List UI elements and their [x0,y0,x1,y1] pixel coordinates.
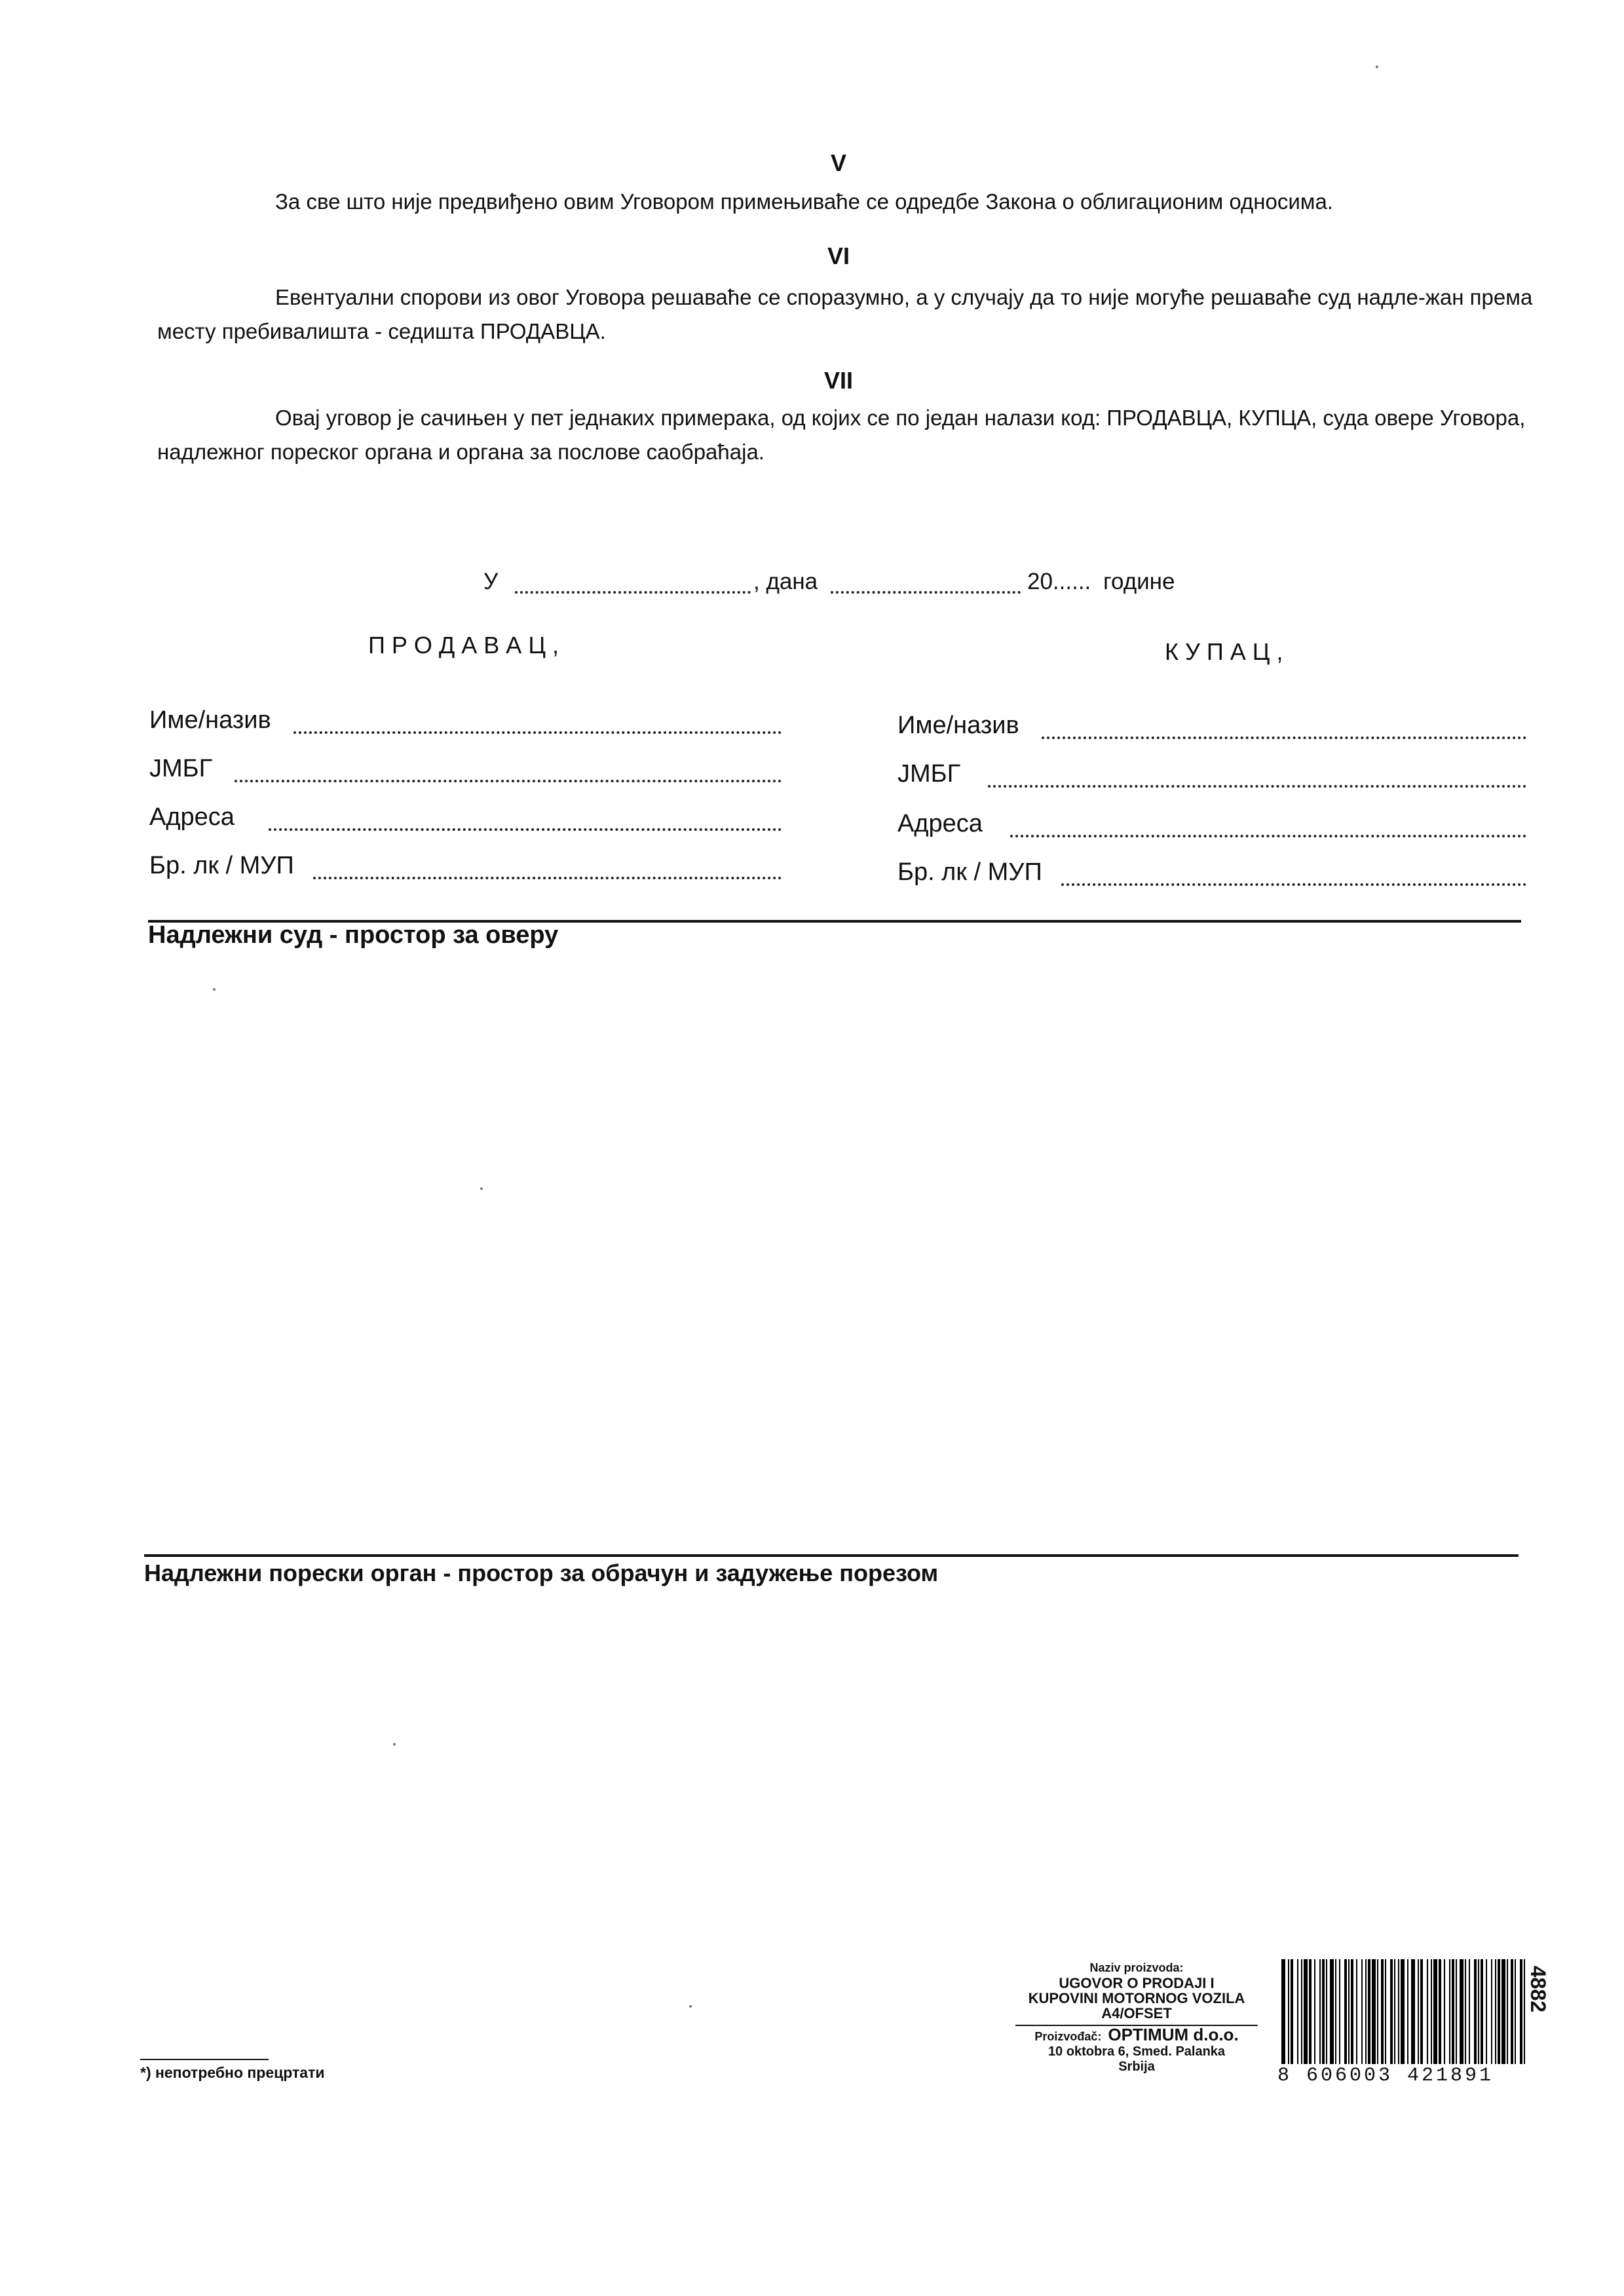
seller-jmbg-field[interactable] [235,780,782,782]
barcode-bar [1449,1959,1450,2064]
producer-label: Proizvođač: [1034,2030,1102,2043]
barcode-bar [1344,1959,1347,2064]
clause-v-text: За све што није предвиђено овим Уговором примењиваће се одредбе Закона о облигационим односима. [275,189,1333,214]
seller-jmbg-label: ЈМБГ [149,755,213,782]
product-name-line2: KUPOVINI MOTORNOG VOZILA [1028,1990,1245,2006]
producer-name: OPTIMUM d.o.o. [1108,2025,1239,2044]
footnote: *) непотребно прецртати [140,2064,325,2081]
clause-v-heading: V [830,149,846,176]
barcode-bar [1439,1959,1441,2064]
barcode-bar [1319,1959,1321,2064]
barcode-bar [1368,1959,1370,2064]
barcode-bar [1452,1959,1454,2064]
barcode-bar [1460,1959,1463,2064]
product-name-line3: A4/OFSET [1101,2005,1172,2021]
seller-name-field[interactable] [293,731,782,734]
year-suffix: године [1103,569,1175,594]
producer-address-line1: 10 oktobra 6, Smed. Palanka [1048,2044,1226,2059]
buyer-address-label: Адреса [897,810,983,837]
barcode-bar [1288,1959,1289,2064]
barcode-bar [1339,1959,1340,2064]
barcode-bar [1481,1959,1483,2064]
barcode-bar [1511,1959,1513,2064]
barcode-bar [1433,1959,1437,2064]
buyer-title: К У П А Ц , [1165,638,1283,665]
place-label: У [483,569,499,594]
barcode-bars [1277,1959,1529,2064]
barcode-bar [1411,1959,1415,2064]
barcode-bar [1322,1959,1325,2064]
barcode-bar [1390,1959,1393,2064]
barcode-bar [1372,1959,1376,2064]
date-label: , дана [753,569,818,594]
barcode-bar [1401,1959,1405,2064]
producer-address-line2: Srbija [1118,2059,1155,2074]
barcode-bar [1507,1959,1508,2064]
barcode-bar [1356,1959,1357,2064]
barcode-bar [1304,1959,1308,2064]
clause-vi-heading: VI [827,242,850,269]
barcode-bar [1394,1959,1395,2064]
barcode-bar [1456,1959,1457,2064]
buyer-id-field[interactable] [1061,883,1526,886]
barcode-bar [1291,1959,1293,2064]
buyer-name-field[interactable] [1042,737,1526,739]
barcode-bar [1348,1959,1350,2064]
barcode-bar [1501,1959,1505,2064]
barcode-bar [1351,1959,1353,2064]
buyer-name-label: Име/назив [897,712,1019,739]
buyer-jmbg-label: ЈМБГ [897,760,961,788]
product-code: 4882 [1526,1966,1550,2013]
date-dots [831,591,1021,594]
buyer-address-field[interactable] [1010,835,1526,837]
product-name-label: Naziv proizvoda: [1089,1961,1184,1974]
barcode-bar [1365,1959,1367,2064]
barcode-bar [1474,1959,1477,2064]
barcode-bar [1431,1959,1432,2064]
barcode-bar [1515,1959,1516,2064]
barcode-bar [1465,1959,1466,2064]
barcode-bar [1407,1959,1408,2064]
barcode-bar [1301,1959,1302,2064]
court-section-title: Надлежни суд - простор за оверу [148,921,559,949]
barcode [1277,1959,1529,2090]
barcode-bar [1335,1959,1336,2064]
product-code-wrap [1519,1966,1558,2044]
barcode-bar [1330,1959,1334,2064]
barcode-bar [1469,1959,1470,2064]
barcode-bar [1309,1959,1312,2064]
barcode-bar [1495,1959,1496,2064]
barcode-bar [1478,1959,1479,2064]
barcode-bar [1281,1959,1285,2064]
barcode-bar [1385,1959,1386,2064]
seller-address-label: Адреса [149,803,235,831]
barcode-bar [1486,1959,1487,2064]
barcode-bar [1314,1959,1315,2064]
barcode-bar [1491,1959,1492,2064]
seller-id-field[interactable] [313,877,782,879]
seller-address-field[interactable] [269,828,782,831]
buyer-id-label: Бр. лк / МУП [897,858,1042,886]
place-dots [515,591,751,594]
clause-vii-text: Овај уговор је сачињен у пет једнаких примерака, од којих се по један налази код: ПРОДАВЦА, КУПЦА, суда овере Уговора, надлежног пореског органа и органа за послове саобраћаја. [157,406,1526,464]
barcode-bar [1297,1959,1298,2064]
product-name-line1: UGOVOR O PRODAJI I [1059,1975,1215,1991]
seller-name-label: Име/назив [149,706,271,734]
barcode-number: 8 606003 421891 [1277,2065,1494,2087]
barcode-bar [1420,1959,1423,2064]
tax-section-title: Надлежни порески орган - простор за обрачун и задужење порезом [144,1559,939,1586]
barcode-bar [1361,1959,1363,2064]
footnote-divider [140,2059,269,2060]
seller-id-label: Бр. лк / МУП [149,852,294,879]
tax-divider [144,1554,1519,1557]
barcode-bar [1326,1959,1327,2064]
barcode-bar [1377,1959,1378,2064]
barcode-bar [1418,1959,1419,2064]
clause-vii-heading: VII [823,367,853,394]
barcode-bar [1427,1959,1428,2064]
buyer-jmbg-field[interactable] [988,785,1526,788]
clause-vi-text: Евентуални спорови из овог Уговора решаваће се споразумно, а у случају да то није могуће решаваће суд надле-жан према месту пребивалишта - седишта ПРОДАВЦА. [157,285,1533,343]
barcode-bar [1498,1959,1500,2064]
product-info [1002,1961,1271,2075]
barcode-bar [1398,1959,1399,2064]
barcode-bar [1444,1959,1445,2064]
year-prefix: 20...... [1027,569,1091,594]
barcode-bar [1381,1959,1384,2064]
seller-title: П Р О Д А В А Ц , [368,632,559,659]
